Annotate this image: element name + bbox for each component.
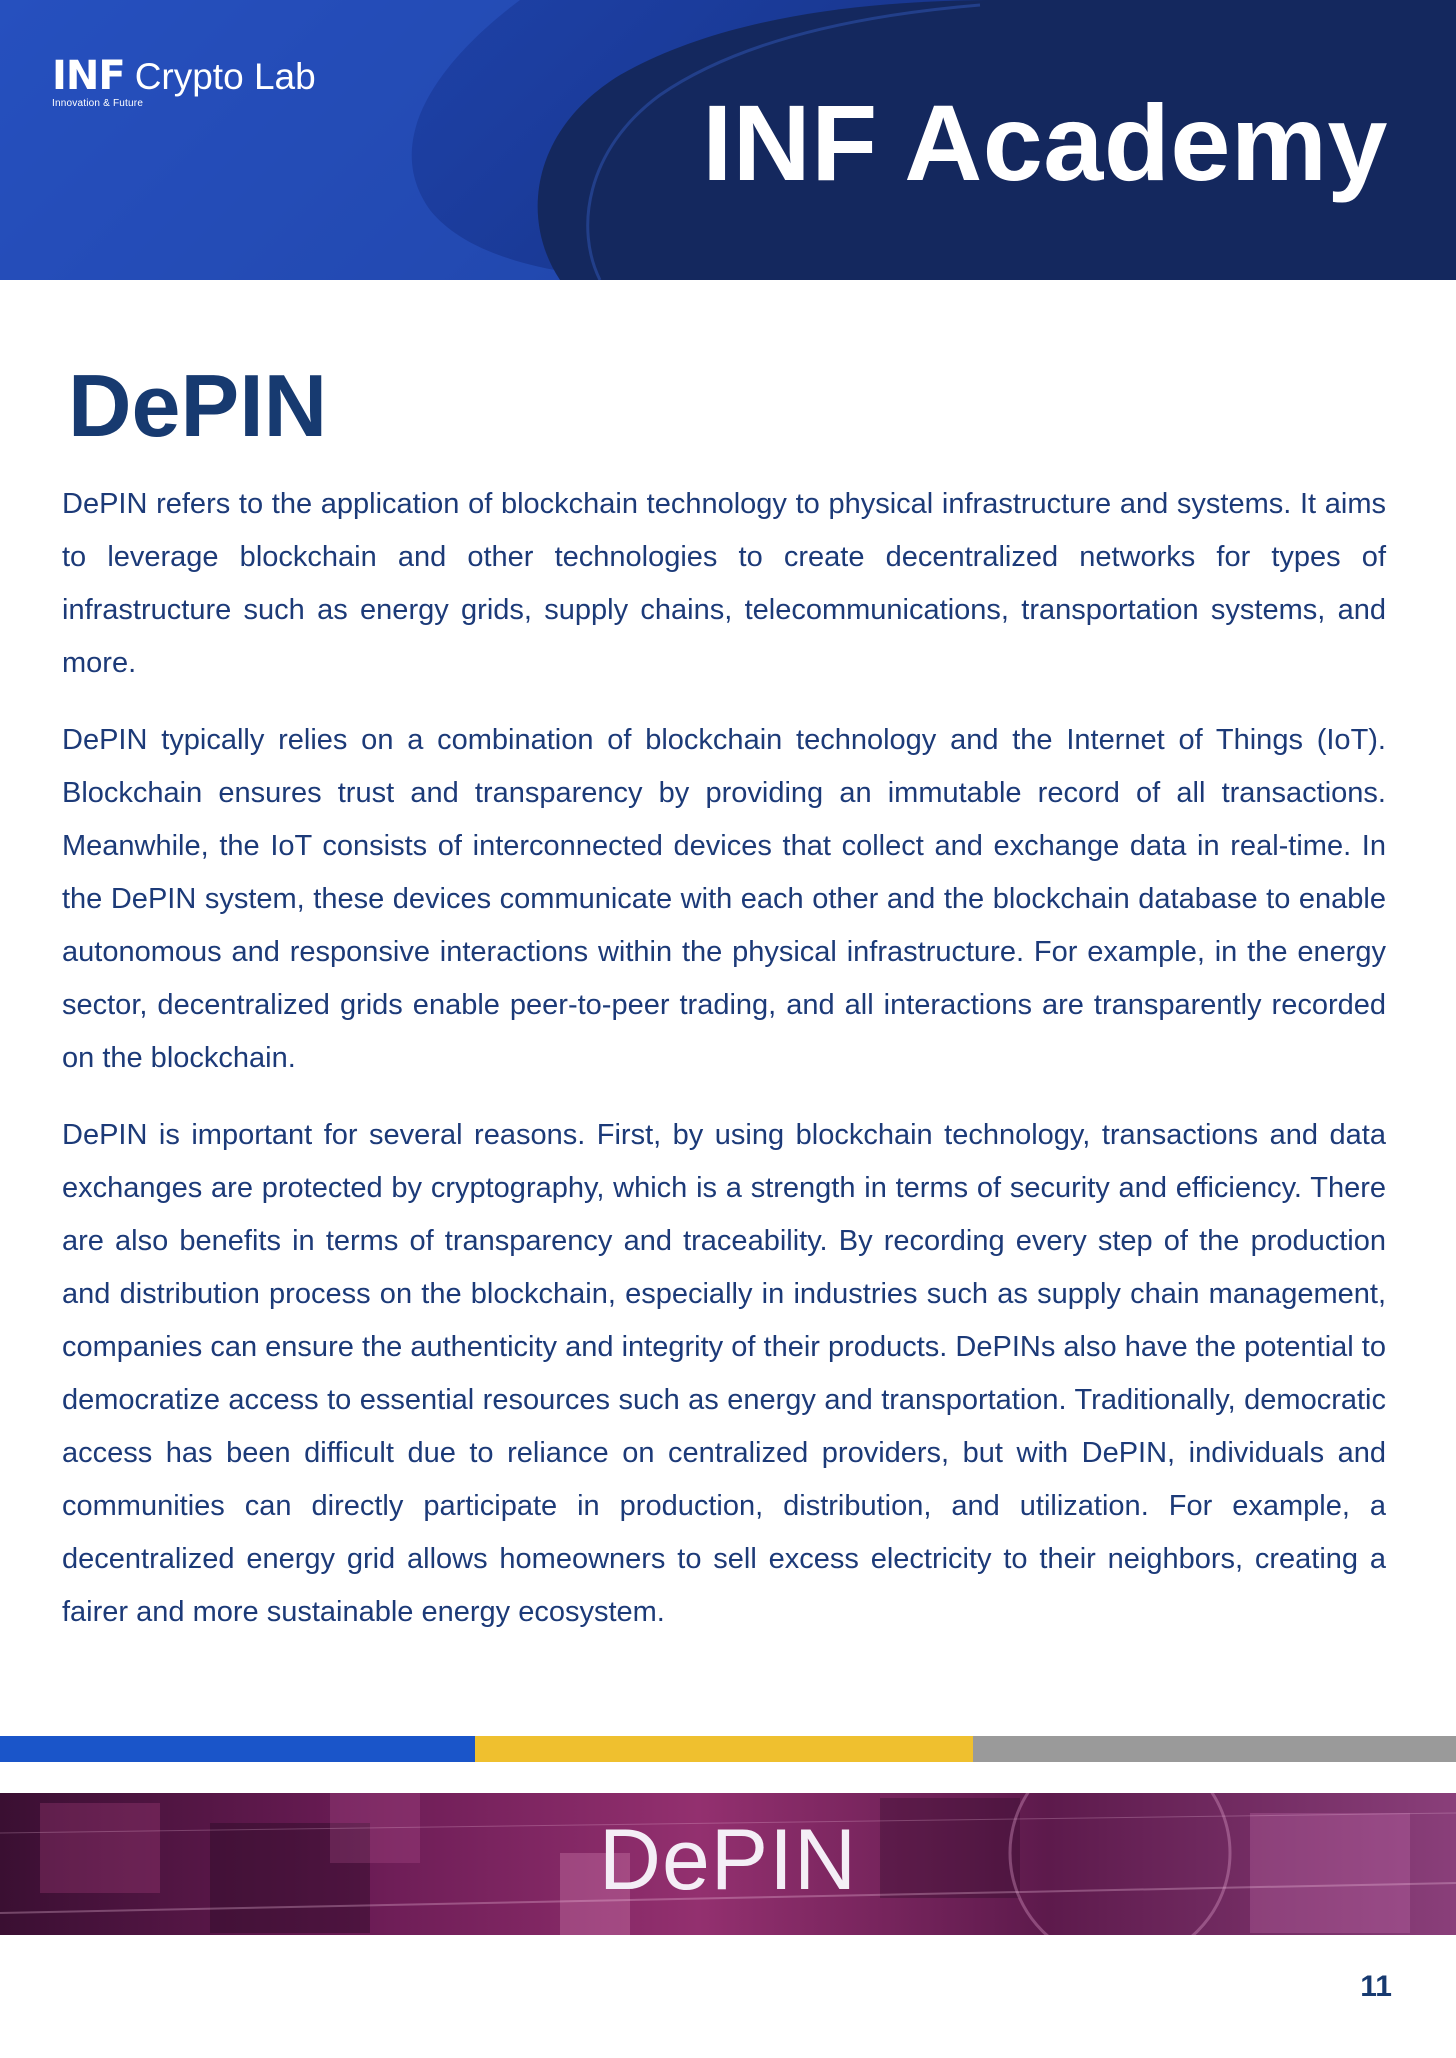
brand-tagline: Innovation & Future	[52, 98, 144, 109]
brand-logo	[52, 53, 316, 109]
page-number: 11	[1360, 1970, 1392, 2003]
stripe-gray	[973, 1736, 1456, 1762]
banner-title: DePIN	[598, 1812, 858, 1908]
brand-mark: INF	[52, 53, 125, 99]
depin-banner-image	[0, 1793, 1456, 1935]
stripe-blue	[0, 1736, 475, 1762]
page-title: DePIN	[68, 356, 328, 455]
header-banner	[0, 0, 1456, 280]
paragraph: DePIN refers to the application of blockchain technology to physical infrastructure and systems. It aims to leverage blockchain and other technologies to create decentralized networks for types of infrastructure such as energy grids, supply chains, telecommunications, transportation systems, and more.	[62, 488, 1386, 679]
paragraph: DePIN is important for several reasons. First, by using blockchain technology, transactions and data exchanges are protected by cryptography, which is a strength in terms of security and efficiency. There are also benefits in terms of transparency and traceability. By recording every step of the production and distribution process on the blockchain, especially in industries such as supply chain management, companies can ensure the authenticity and integrity of their products. DePINs also have the potential to democratize access to essential resources such as energy and transportation. Traditionally, democratic access has been difficult due to reliance on centralized providers, but with DePIN, individuals and communities can directly participate in production, distribution, and utilization. For example, a decentralized energy grid allows homeowners to sell excess electricity to their neighbors, creating a fairer and more sustainable energy ecosystem.	[62, 1119, 1386, 1628]
academy-title: INF Academy	[702, 82, 1388, 203]
stripe-yellow	[475, 1736, 973, 1762]
brand-name: Crypto Lab	[134, 56, 316, 97]
paragraph: DePIN typically relies on a combination of blockchain technology and the Internet of Things (IoT). Blockchain ensures trust and transparency by providing an immutable record of all transactions. Meanwhile, the IoT consists of interconnected devices that collect and exchange data in real-time. In the DePIN system, these devices communicate with each other and the blockchain database to enable autonomous and responsive interactions within the physical infrastructure. For example, in the energy sector, decentralized grids enable peer-to-peer trading, and all interactions are transparently recorded on the blockchain.	[62, 724, 1386, 1074]
color-stripe-divider	[0, 1736, 1456, 1762]
article-body	[62, 478, 1386, 1663]
